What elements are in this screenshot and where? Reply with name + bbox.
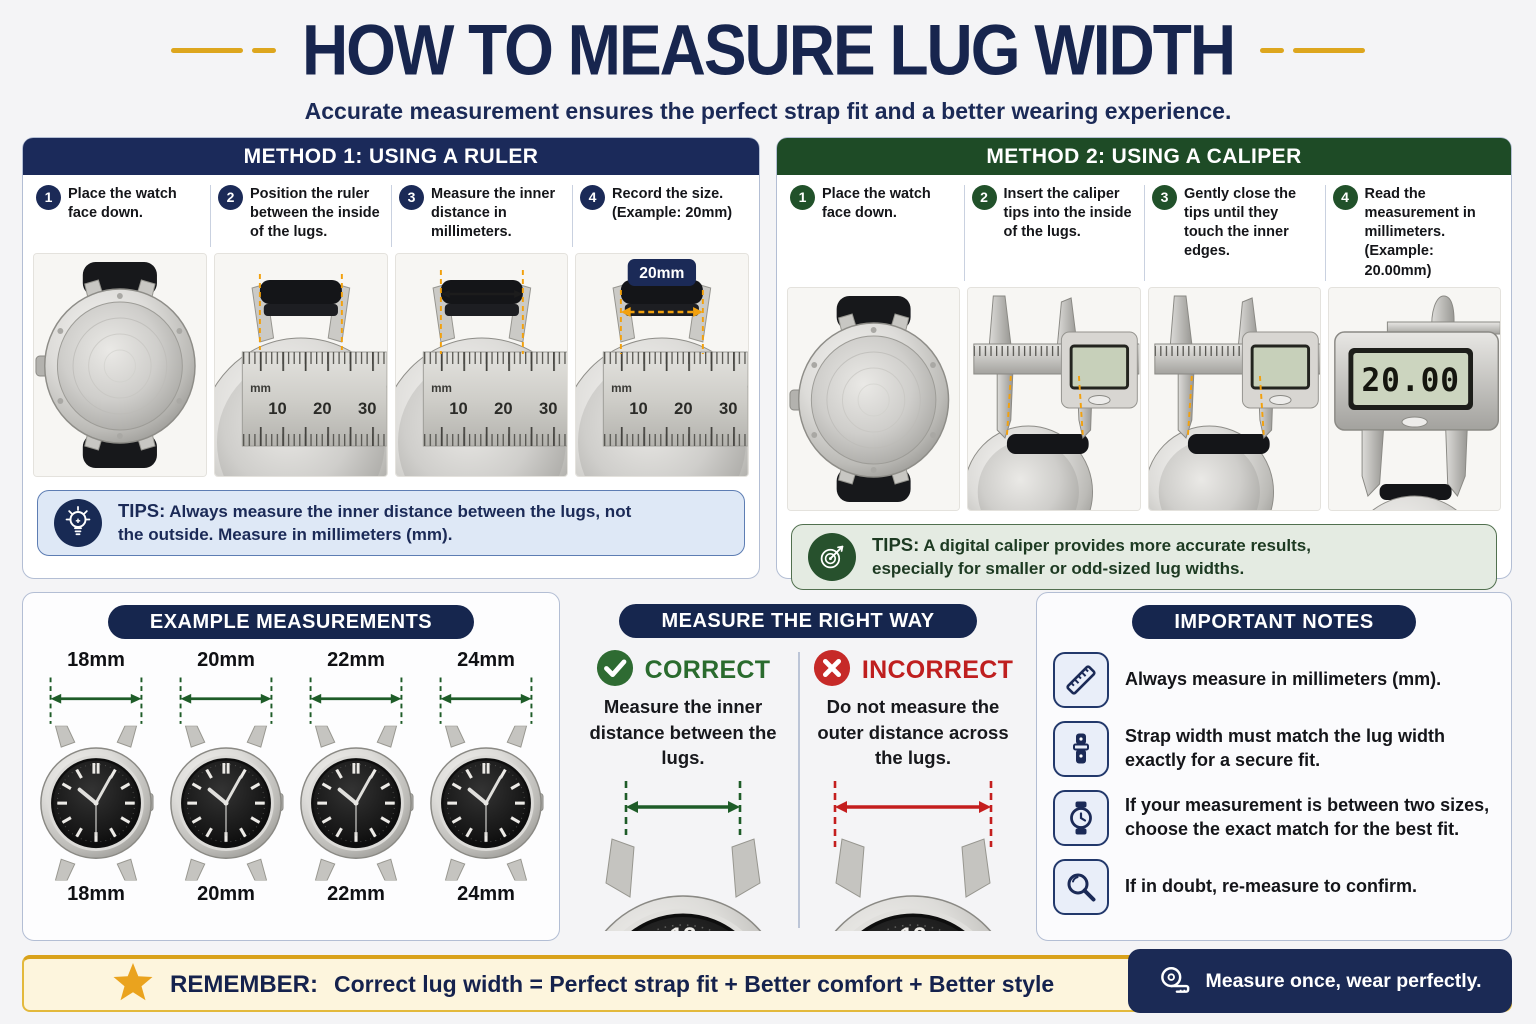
step-number-badge: 2 — [972, 185, 997, 210]
examples-panel — [22, 592, 560, 941]
note-text: Strap width must match the lug width exactly for a secure fit. — [1125, 726, 1446, 770]
step-number-badge: 2 — [218, 185, 243, 210]
method2-panel — [776, 137, 1512, 579]
step-text: Position the ruler between the inside of the lugs. — [250, 186, 380, 241]
photo-ruler-record — [575, 253, 749, 477]
size-label-top: 22mm — [327, 649, 385, 671]
remember-text: Correct lug width = Perfect strap fit + Better comfort + Better style — [334, 971, 1055, 997]
example-column — [291, 649, 421, 906]
step-number-badge: 1 — [790, 185, 815, 210]
method1-header: METHOD 1: USING A RULER — [23, 138, 759, 175]
incorrect-label: INCORRECT — [861, 655, 1014, 684]
watch-illustration — [168, 675, 284, 881]
step-number-badge: 4 — [580, 185, 605, 210]
tips-paragraph — [118, 499, 638, 547]
photo-caliper-reading — [1328, 287, 1501, 511]
watch-illustration — [298, 675, 414, 881]
step-text: Insert the caliper tips into the inside of the lugs. — [1003, 186, 1132, 241]
rightway-columns — [568, 638, 1028, 931]
photo-ruler-measure — [395, 253, 569, 477]
incorrect-column — [798, 638, 1028, 931]
lug-width-badge: 20mm — [639, 264, 685, 283]
step-item — [1144, 185, 1325, 281]
tips-label: TIPS: — [118, 500, 166, 522]
title-dash-left — [171, 48, 276, 53]
column-divider — [798, 652, 800, 928]
method2-steps — [777, 175, 1511, 287]
watch-illustration — [38, 675, 154, 881]
note-row — [1037, 721, 1511, 777]
note-row — [1037, 652, 1511, 708]
step-item — [572, 185, 753, 247]
step-item — [1325, 185, 1506, 281]
tips-label: TIPS: — [872, 533, 920, 555]
photo-watch-facedown — [33, 253, 207, 477]
step-item — [391, 185, 572, 247]
star-icon — [112, 962, 154, 1007]
note-row — [1037, 859, 1511, 915]
notes-title: IMPORTANT NOTES — [1132, 605, 1415, 639]
correct-column — [568, 638, 798, 931]
correct-label: CORRECT — [644, 655, 771, 684]
step-item — [783, 185, 964, 281]
examples-row — [23, 639, 559, 906]
method2-header: METHOD 2: USING A CALIPER — [777, 138, 1511, 175]
step-item — [29, 185, 210, 247]
note-row — [1037, 790, 1511, 846]
tips-text: A digital caliper provides more accurate results, especially for smaller or odd-sized lug widths. — [872, 535, 1311, 578]
example-column — [421, 649, 551, 906]
example-column — [161, 649, 291, 906]
title-dash-right — [1260, 48, 1365, 53]
size-label-bottom: 20mm — [197, 883, 255, 905]
examples-title: EXAMPLE MEASUREMENTS — [108, 605, 474, 639]
step-number-badge: 1 — [36, 185, 61, 210]
magnifier-icon — [1053, 859, 1109, 915]
tape-measure-icon — [1158, 964, 1192, 999]
note-text: Always measure in millimeters (mm). — [1125, 669, 1442, 690]
page-subtitle: Accurate measurement ensures the perfect strap fit and a better wearing experience. — [304, 98, 1232, 124]
step-item — [210, 185, 391, 247]
step-item — [964, 185, 1145, 281]
header — [0, 4, 1536, 125]
page-title: HOW TO MEASURE LUG WIDTH — [301, 9, 1235, 91]
watch-icon — [1053, 790, 1109, 846]
photo-caliper-insert — [967, 287, 1140, 511]
step-text: Place the watch face down. — [822, 186, 931, 222]
strap-icon — [1053, 721, 1109, 777]
photo-caliper-close — [1148, 287, 1321, 511]
size-label-top: 18mm — [67, 649, 125, 671]
step-text: Gently close the tips until they touch the inner edges. — [1184, 186, 1297, 260]
correct-figure — [568, 779, 798, 931]
incorrect-figure — [798, 779, 1028, 931]
size-label-top: 20mm — [197, 649, 255, 671]
remember-label: REMEMBER: — [170, 970, 318, 998]
size-label-bottom: 24mm — [457, 883, 515, 905]
lightbulb-icon — [54, 499, 102, 547]
step-text: Read the measurement in millimeters. (Example: 20.00mm) — [1364, 186, 1476, 279]
rightway-title: MEASURE THE RIGHT WAY — [619, 604, 976, 638]
size-label-bottom: 18mm — [67, 883, 125, 905]
tagline-box — [1128, 949, 1512, 1013]
tagline-text: Measure once, wear perfectly. — [1205, 969, 1482, 992]
check-circle-icon — [596, 649, 634, 692]
ruler-icon — [1053, 652, 1109, 708]
note-text: If in doubt, re-measure to confirm. — [1125, 876, 1418, 897]
rightway-panel — [568, 592, 1028, 941]
caliper-lcd-reading: 20.00 — [1361, 362, 1460, 399]
method2-photos — [777, 287, 1511, 511]
incorrect-text: Do not measure the outer distance across the lugs. — [817, 696, 1009, 769]
step-number-badge: 3 — [399, 185, 424, 210]
photo-ruler-position — [214, 253, 388, 477]
step-number-badge: 4 — [1333, 185, 1358, 210]
step-text: Record the size. (Example: 20mm) — [612, 186, 733, 222]
tips-paragraph — [872, 533, 1392, 581]
tips-text: Always measure the inner distance between the lugs, not the outside. Measure in millimeters (mm). — [118, 502, 632, 545]
method2-tips — [791, 524, 1497, 590]
notes-panel — [1036, 592, 1512, 941]
step-text: Measure the inner distance in millimeters. — [431, 186, 556, 241]
method1-panel — [22, 137, 760, 579]
watch-illustration — [428, 675, 544, 881]
photo-watch-facedown-caliper — [787, 287, 960, 511]
method1-steps — [23, 175, 759, 253]
size-label-top: 24mm — [457, 649, 515, 671]
size-label-bottom: 22mm — [327, 883, 385, 905]
method1-photos — [23, 253, 759, 477]
note-text: If your measurement is between two sizes, choose the exact match for the best fit. — [1125, 795, 1490, 839]
step-number-badge: 3 — [1152, 185, 1177, 210]
example-column — [31, 649, 161, 906]
correct-text: Measure the inner distance between the lugs. — [589, 696, 777, 769]
target-icon — [808, 533, 856, 581]
step-text: Place the watch face down. — [68, 186, 177, 222]
x-circle-icon — [813, 649, 851, 692]
method1-tips — [37, 490, 745, 556]
